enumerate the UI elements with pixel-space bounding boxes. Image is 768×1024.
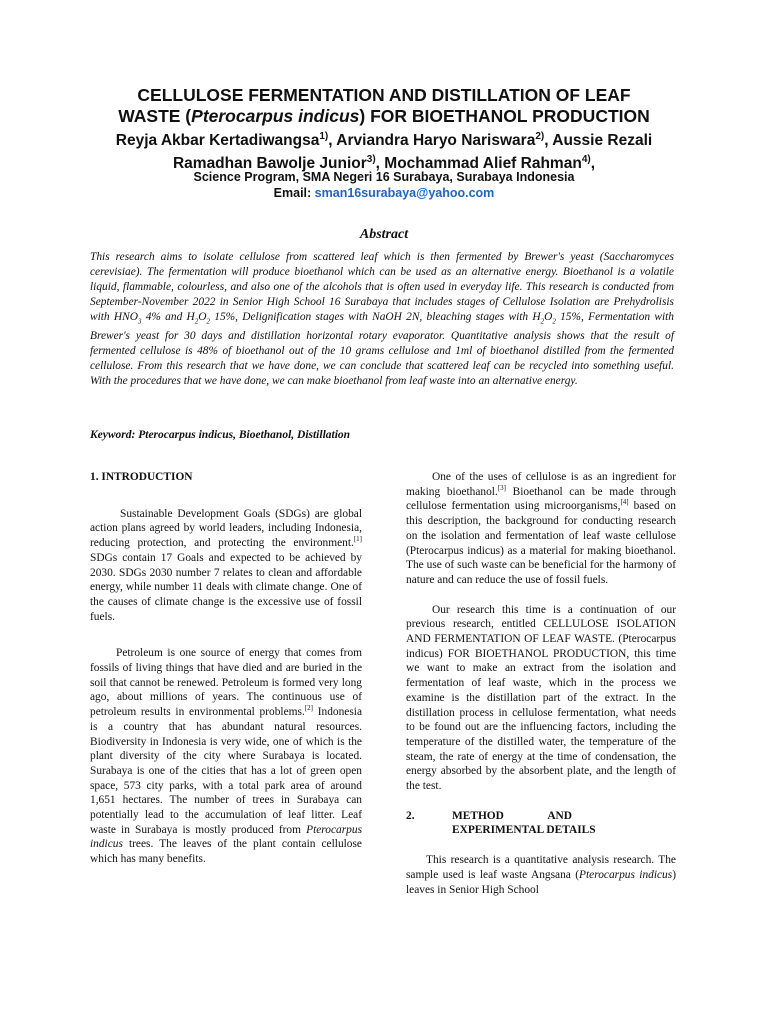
title-line-2: WASTE (Pterocarpus indicus) FOR BIOETHANOL PRODUCTION xyxy=(118,106,650,126)
left-column xyxy=(90,470,362,867)
abstract-text: This research aims to isolate cellulose from scattered leaf which is then fermented by Brewer's yeast (Saccharomyces cerevisiae). The fermentation will produce bioethanol which can be used as an alternative energy. Bioethanol is a volatile liquid, flammable, colourless, and also one of the alcohols that is often used in everyday life. This research is conducted from September-November 2022 in Senior High School 16 Surabaya that includes stages of Cellulose Isolation are Prehydrolisis with $HNO_3$ 4% and $H_2O_2$ 15%, Delignification stages with NaOH 2N, bleaching stages with $H_2O_2$ 15%, Fermentation with Brewer's yeast for 30 days and distillation horizontal rotary evaporator. Quantitative analysis shows that the result of fermented cellulose is 48% of bioethanol out of the 10 grams cellulose and 1ml of bioethanol distilled from the fermented cellulose. From this research that we have done, we can conclude that scattered leaf can be recycled into something useful. With the procedures that we have done, we can make bioethanol from leaf waste into an alternative energy. xyxy=(90,251,674,388)
affiliation: Science Program, SMA Negeri 16 Surabaya, Surabaya Indonesia xyxy=(193,170,575,184)
intro-paragraph-4: Our research this time is a continuation of our previous research, entitled CELLULOSE ISOLATION AND FERMENTATION OF LEAF WASTE. (Pterocarpus indicus) FOR BIOETHANOL PRODUCTION, this time we want to make an extract from the isolation and fermentation of leaf waste, which in the process we examine is the distillation part of the extract. In the distillation process in cellulose fermentation, what needs to be found out are the influencing factors, including the temperature of the distilled water, the temperature of the steam, the rate of energy at the time of condensation, the energy absorbed by the absorbent plate, and the length of the test. xyxy=(406,603,676,793)
right-column xyxy=(406,470,676,897)
author-list xyxy=(60,127,708,173)
introduction-heading: 1. INTRODUCTION xyxy=(90,471,193,483)
paper-title xyxy=(60,85,708,127)
abstract-heading: Abstract xyxy=(359,227,409,242)
method-heading: 2. METHOD AND EXPERIMENTAL DETAILS xyxy=(406,809,596,837)
email-line: Email: sman16surabaya@yahoo.com xyxy=(273,186,495,200)
intro-paragraph-2: Petroleum is one source of energy that comes from fossils of living things that have died and are buried in the soil that cannot be renewed. Petroleum is formed very long ago, about millions of years. The continuous use of petroleum results in environmental problems.[2] Indonesia is a country that has abundant natural resources. Biodiversity in Indonesia is very wide, one of which is the plant diversity of the city where Surabaya is located. Surabaya is one of the cities that has a lot of green open space, 573 city parks, with a total park area of around 1,651 hectares. The number of trees in Surabaya can potentially lead to the accumulation of leaf litter. Leaf waste in Surabaya is mostly produced from Pterocarpus indicus trees. The leaves of the plant contain cellulose which has many benefits. xyxy=(90,647,362,866)
email-link[interactable]: sman16surabaya@yahoo.com xyxy=(314,186,495,200)
affiliation-block xyxy=(60,169,708,201)
title-line-1: CELLULOSE FERMENTATION AND DISTILLATION OF LEAF xyxy=(137,85,631,105)
method-paragraph-1: This research is a quantitative analysis research. The sample used is leaf waste Angsana (Pterocarpus indicus) leaves in Senior High School xyxy=(406,854,676,896)
keywords: Keyword: Pterocarpus indicus, Bioethanol, Distillation xyxy=(90,429,351,441)
author-line-1: Reyja Akbar Kertadiwangsa$^{1)}$, Arviandra Haryo Nariswara$^{2)}$, Aussie Rezali xyxy=(115,131,653,150)
author-line-2: Ramadhan Bawolje Junior$^{3)}$, Mochammad Alief Rahman$^{4)}$, xyxy=(172,154,596,173)
intro-paragraph-1: Sustainable Development Goals (SDGs) are global action plans agreed by world leaders, including Indonesia, reducing protection, and protecting the environment.[1] SDGs contain 17 Goals and expected to be achieved by 2030. SDGs 2030 number 7 relates to clean and affordable energy, while number 11 deals with climate change. One of the causes of climate change is the excessive use of fossil fuels. xyxy=(90,507,362,623)
intro-paragraph-3: One of the uses of cellulose is as an ingredient for making bioethanol.[3] Bioethanol can be made through cellulose fermentation using microorganisms,[4] based on this description, the background for conducting research on the isolation and fermentation of leaf waste cellulose (Pterocarpus indicus) as a material for making bioethanol. The use of such waste can be beneficial for the harmony of nature and can reduce the use of fossil fuels. xyxy=(406,471,676,586)
